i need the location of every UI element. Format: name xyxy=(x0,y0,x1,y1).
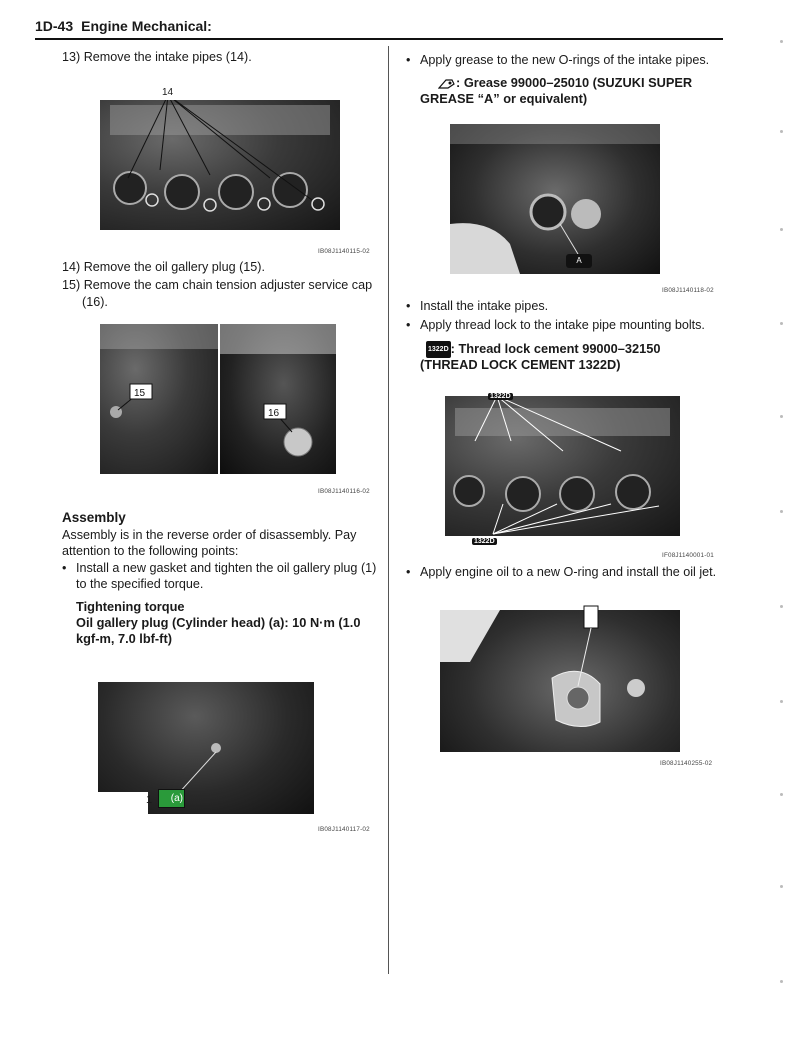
scan-speck xyxy=(780,510,783,513)
grease-tag-label: A xyxy=(576,256,582,265)
scan-speck xyxy=(780,980,783,983)
bullet-install: • Install the intake pipes. xyxy=(420,298,548,315)
torque-tag-label: (a) xyxy=(170,793,183,804)
figure-1-callout: 14 xyxy=(162,87,174,98)
figure-cylinder-head-drawing xyxy=(98,664,314,814)
bullet-thread-lock: • Apply thread lock to the intake pipe mounting bolts. xyxy=(420,317,705,334)
thread-lock-tag-bottom xyxy=(472,533,497,551)
column-divider xyxy=(388,46,389,974)
figure-adjuster-cap-drawing xyxy=(220,324,336,474)
scan-speck xyxy=(780,130,783,133)
scan-speck xyxy=(780,605,783,608)
thread-lock-tag-top-label: 1322D xyxy=(490,393,511,401)
bullet-gasket-line1: • Install a new gasket and tighten the oil gallery plug (1) xyxy=(76,560,376,577)
step-13: 13) Remove the intake pipes (14). xyxy=(62,50,252,64)
section-title: Engine Mechanical: xyxy=(81,18,212,34)
bullet-oil-jet: • Apply engine oil to a new O-ring and install the oil jet. xyxy=(420,564,716,581)
thread-lock-icon: 1322D xyxy=(426,341,451,358)
page-number: 1D-43 xyxy=(35,18,74,34)
bullet-grease: • Apply grease to the new O-rings of the intake pipes. xyxy=(420,52,709,69)
figure-intake-pipes-drawing xyxy=(100,100,340,230)
torque-line1: Oil gallery plug (Cylinder head) (a): 10 N·m (1.0 xyxy=(76,615,361,630)
scan-speck xyxy=(780,700,783,703)
figure-thread-lock-bolts xyxy=(445,396,680,536)
bullet-gasket-line2: to the specified torque. xyxy=(76,577,204,591)
torque-tag-icon xyxy=(158,789,185,808)
scan-speck xyxy=(780,322,783,325)
assembly-line2: attention to the following points: xyxy=(62,544,239,558)
scan-speck xyxy=(780,228,783,231)
grease-spec-line1 xyxy=(438,74,692,91)
figure-1-caption: IB08J1140115-02 xyxy=(318,248,370,255)
step-15-line1: 15) Remove the cam chain tension adjuster service cap xyxy=(62,278,373,292)
torque-line2: kgf-m, 7.0 lbf-ft) xyxy=(76,631,172,646)
thread-lock-tag-bottom-label: 1322D xyxy=(474,538,495,546)
scan-speck xyxy=(780,793,783,796)
scan-speck xyxy=(780,415,783,418)
figure-oil-gallery-plug xyxy=(100,324,218,474)
figure-o-ring-grease-drawing xyxy=(450,124,660,274)
thread-spec-line2: (THREAD LOCK CEMENT 1322D) xyxy=(420,357,621,372)
figure-intake-pipes xyxy=(100,100,340,230)
grease-spec-text: : Grease 99000–25010 (SUZUKI SUPER xyxy=(456,75,693,90)
grease-icon xyxy=(438,78,456,90)
scan-speck xyxy=(780,885,783,888)
figure-o-ring-grease xyxy=(450,124,660,274)
figure-2-caption: IB08J1140116-02 xyxy=(318,488,370,495)
figure-oil-gallery-plug-drawing xyxy=(100,324,218,474)
figure-3-callout: 1 xyxy=(146,794,153,806)
figure-6-caption: IB08J1140255-02 xyxy=(660,760,713,767)
figure-oil-jet xyxy=(440,592,680,752)
figure-2-callout-b: 16 xyxy=(268,408,280,419)
grease-spec-line2: GREASE “A” or equivalent) xyxy=(420,91,588,106)
figure-cylinder-head xyxy=(98,664,314,814)
scan-speck xyxy=(780,40,783,43)
figure-4-caption: IB08J1140118-02 xyxy=(662,287,714,294)
step-14: 14) Remove the oil gallery plug (15). xyxy=(62,260,266,274)
thread-lock-tag-top xyxy=(488,388,513,406)
figure-oil-jet-drawing xyxy=(440,592,680,752)
figure-2-callout-a: 15 xyxy=(134,388,146,399)
figure-adjuster-cap xyxy=(220,324,336,474)
assembly-heading: Assembly xyxy=(62,510,126,525)
grease-tag-icon xyxy=(566,254,592,268)
figure-5-caption: IF08J1140001-01 xyxy=(662,552,714,559)
figure-thread-lock-bolts-drawing xyxy=(445,396,680,536)
torque-heading: Tightening torque xyxy=(76,599,185,614)
figure-3-caption: IB08J1140117-02 xyxy=(318,826,370,833)
assembly-line1: Assembly is in the reverse order of disassembly. Pay xyxy=(62,528,357,542)
page-header xyxy=(35,14,723,40)
step-15-line2: (16). xyxy=(82,295,108,309)
thread-spec-text: : Thread lock cement 99000–32150 xyxy=(450,341,661,356)
